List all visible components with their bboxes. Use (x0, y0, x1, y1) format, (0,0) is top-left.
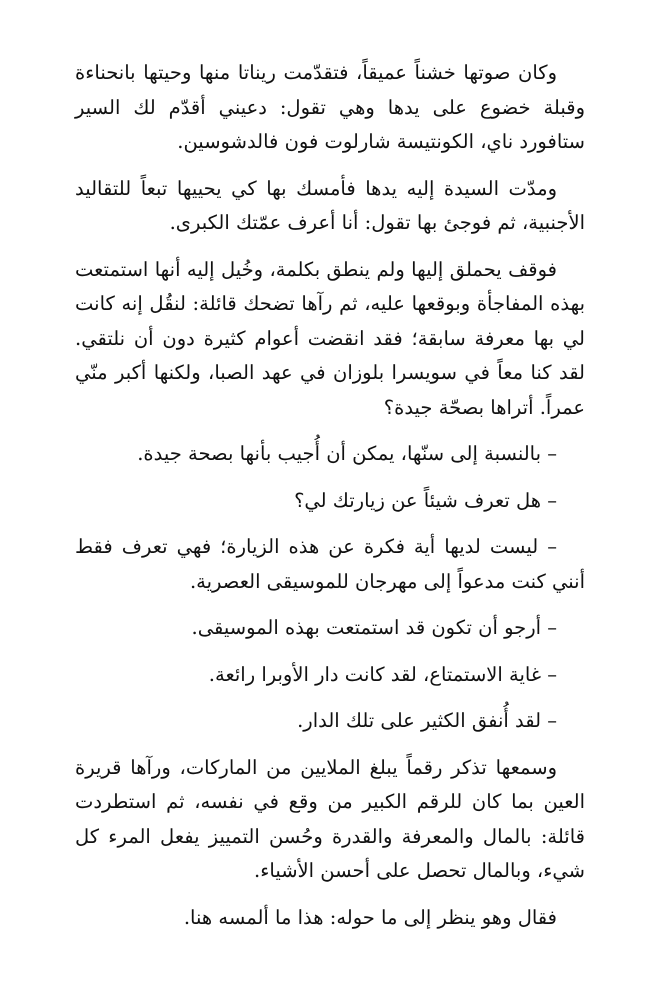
paragraph-1: وكان صوتها خشناً عميقاً، فتقدّمت ريناتا منها وحيتها بانحناءة وقبلة خضوع على يدها وهي تقول: دعيني أقدّم لك السير ستافورد ناي، الكونتيسة شارلوت فون فالدشوسين. (75, 61, 585, 153)
dialogue-line-1: – بالنسبة إلى سنّها، يمكن أن أُجيب بأنها بصحة جيدة. (137, 442, 557, 465)
paragraph-2: ومدّت السيدة إليه يدها فأمسك بها كي يحييها تبعاً للتقاليد الأجنبية، ثم فوجئ بها تقول: أنا أعرف عمّتك الكبرى. (75, 176, 585, 234)
dialogue-line-3: – ليست لديها أية فكرة عن هذه الزيارة؛ فهي تعرف فقط أنني كنت مدعواً إلى مهرجان للموسيقى العصرية. (75, 535, 585, 593)
paragraph-4: وسمعها تذكر رقماً يبلغ الملايين من الماركات، ورآها قريرة العين بما كان للرقم الكبير من وقع في نفسه، ثم استطردت قائلة: بالمال والمعرفة والقدرة وحُسن التمييز يفعل المرء كل شيء، وبالمال تحصل على أحسن الأشياء. (75, 755, 585, 882)
dialogue-line-2: – هل تعرف شيئاً عن زيارتك لي؟ (294, 488, 557, 512)
book-page (75, 56, 585, 947)
dialogue-line-5: – غاية الاستمتاع، لقد كانت دار الأوبرا رائعة. (208, 662, 557, 686)
paragraph-3: فوقف يحملق إليها ولم ينطق بكلمة، وخُيل إليه أنها استمتعت بهذه المفاجأة وبوقعها عليه، ثم رآها تضحك قائلة: لنقُل إنه كانت لي بها معرفة سابقة؛ فقد انقضت أعوام كثيرة دون أن نلتقي. لقد كنا معاً في سويسرا بلوزان في عهد الصبا، ولكنها أكبر منّي عمراً. أتراها بصحّة جيدة؟ (75, 257, 585, 419)
paragraph-5: فقال وهو ينظر إلى ما حوله: هذا ما ألمسه هنا. (183, 905, 557, 929)
dialogue-line-4: – أرجو أن تكون قد استمتعت بهذه الموسيقى. (191, 616, 557, 639)
dialogue-line-6: – لقد أُنفق الكثير على تلك الدار. (297, 709, 557, 732)
